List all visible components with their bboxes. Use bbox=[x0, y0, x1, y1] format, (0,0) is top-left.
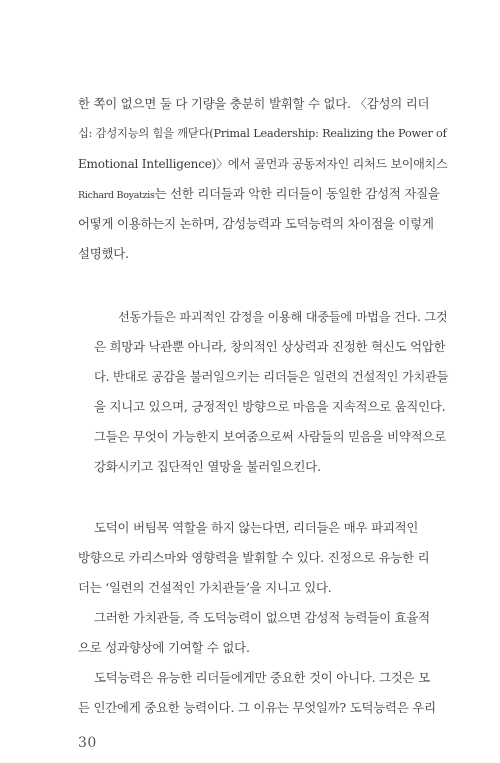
paragraph2-line-3: 더는 ‘일련의 건설적인 가치관들’을 지니고 있다. bbox=[78, 580, 332, 595]
paragraph1-line-1: 한 쪽이 없으면 둘 다 기량을 충분히 발휘할 수 없다. 〈감성의 리더 bbox=[78, 96, 430, 111]
paragraph1-line-2: 십: 감성지능의 힘을 깨닫다(Primal Leadership: Realizing the Power of bbox=[78, 127, 447, 140]
quote-line-3: 다. 반대로 공감을 불러일으키는 리더들은 일련의 건설적인 가치관들 bbox=[94, 370, 449, 384]
paragraph1-line-5: 어떻게 이용하는지 논하며, 감성능력과 도덕능력의 차이점을 이렇게 bbox=[78, 216, 434, 231]
paragraph4-line-2: 든 인간에게 중요한 능력이다. 그 이유는 무엇일까? 도덕능력은 우리 bbox=[78, 700, 436, 715]
paragraph2-line-2: 방향으로 카리스마와 영향력을 발휘할 수 있다. 진정으로 유능한 리 bbox=[78, 550, 430, 565]
page-number: 30 bbox=[78, 735, 97, 751]
paragraph3-line-1: 그러한 가치관들, 즉 도덕능력이 없으면 감성적 능력들이 효율적 bbox=[94, 610, 430, 625]
paragraph3-line-2: 으로 성과향상에 기여할 수 없다. bbox=[78, 640, 250, 655]
paragraph4-line-1: 도덕능력은 유능한 리더들에게만 중요한 것이 아니다. 그것은 모 bbox=[94, 670, 430, 685]
paragraph2-line-1: 도덕이 버팀목 역할을 하지 않는다면, 리더들은 매우 파괴적인 bbox=[94, 520, 419, 535]
quote-line-5: 그들은 무엇이 가능한지 보여줌으로써 사람들의 믿음을 비약적으로 bbox=[94, 429, 446, 444]
paragraph1-line-4-text: 는 선한 리더들과 악한 리더들이 동일한 감성적 자질을 bbox=[154, 186, 440, 201]
author-name-small: Richard Boyatzis bbox=[78, 190, 155, 201]
quote-line-2: 은 희망과 낙관뿐 아니라, 창의적인 상상력과 진정한 혁신도 억압한 bbox=[94, 339, 446, 354]
quote-line-6: 강화시키고 집단적인 열망을 불러일으킨다. bbox=[94, 459, 321, 474]
quote-line-4: 을 지니고 있으며, 긍정적인 방향으로 마음을 지속적으로 움직인다. bbox=[94, 399, 446, 414]
quote-line-1: 선동가들은 파괴적인 감정을 이용해 대중들에 마법을 건다. 그것 bbox=[118, 310, 448, 324]
paragraph1-line-4 bbox=[78, 186, 440, 204]
paragraph1-line-6: 설명했다. bbox=[78, 246, 129, 261]
paragraph1-line-3: Emotional Intelligence)〉에서 골먼과 공동저자인 리처드 보이애치스 bbox=[78, 157, 448, 171]
